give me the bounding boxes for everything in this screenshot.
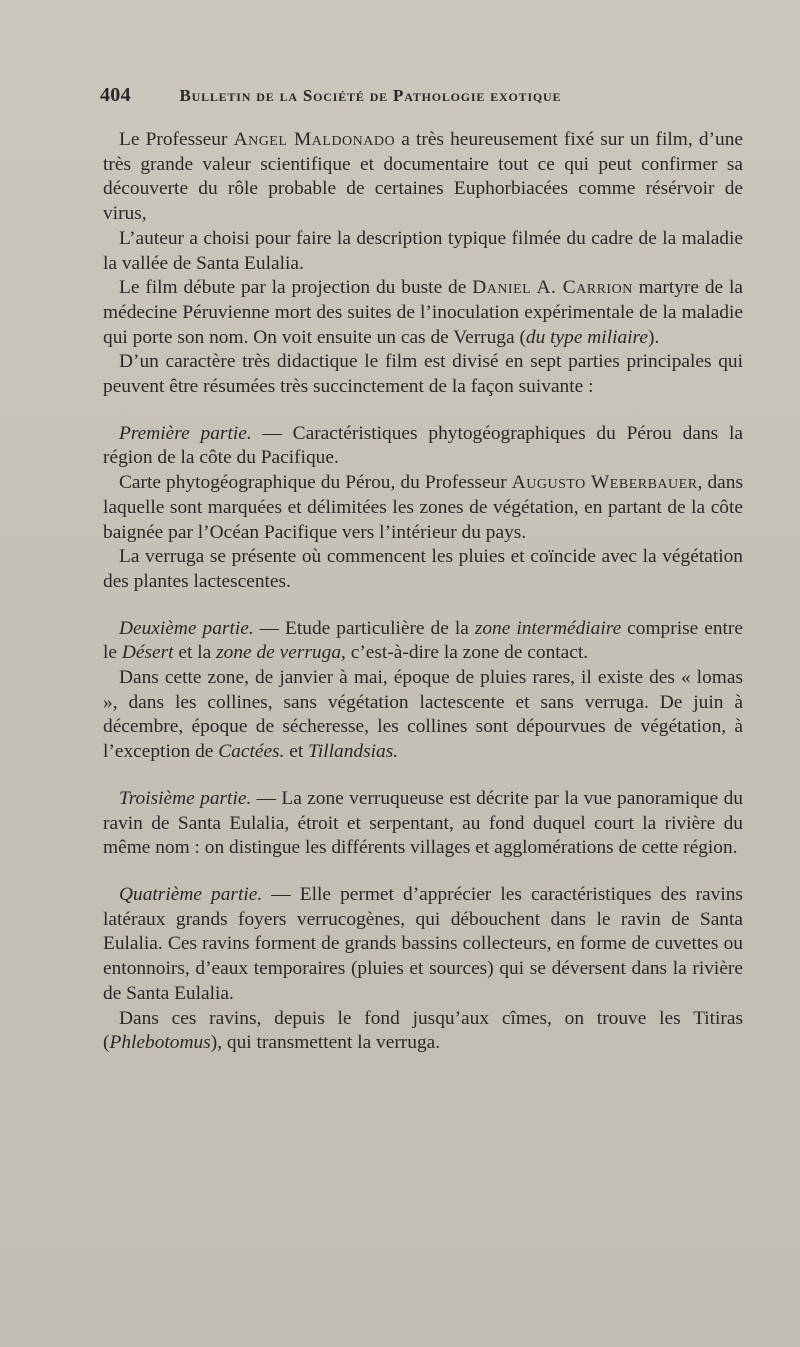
text-run: — Elle permet d’apprécier les caractéristiques des ravins latéraux grands foyers verrucogènes, qui débouchent dans le ravin de Santa Eulalia. Ces ravins forment de grands bassins collecteurs, en forme de cuvettes ou entonnoirs, d’eaux temporaires (pluies et sources) qui se déversent dans la rivière de Santa Eulalia. — [103, 883, 743, 1004]
paragraph — [103, 617, 743, 666]
text-run: , dans laquelle sont marquées et délimitées les zones de végétation, en partant de la côte baignée par l’Océan Pacifique vers l’intérieur du pays. — [103, 472, 743, 543]
text-run: Dans cette zone, de janvier à mai, époque de pluies rares, il existe des « lomas », dans les collines, sans végétation lactescente et sans verruga. De juin à décembre, époque de sécheresse, les collines sont dépourvues de végétation, à l’exception de — [103, 667, 743, 763]
italic-text: du type miliaire — [525, 326, 648, 348]
italic-text: Tillandsias. — [308, 741, 399, 763]
text-run: La verruga se présente où commencent les pluies et coïncide avec la végétation des plantes lactescentes. — [103, 546, 743, 592]
paragraph — [103, 128, 743, 227]
page-header — [100, 84, 660, 107]
text-run: comprise entre le — [103, 617, 743, 664]
text-run: Carte phytogéographique du Pérou, du Professeur — [119, 472, 512, 494]
text-run: et — [284, 741, 309, 763]
paragraph — [103, 1007, 743, 1056]
italic-text: Désert — [121, 642, 174, 664]
paragraph — [103, 545, 743, 594]
text-run: et la — [173, 642, 217, 664]
text-run: ), qui transmettent la verruga. — [210, 1032, 441, 1054]
text-run: Le Professeur — [119, 129, 234, 150]
italic-text: zone intermédiaire — [474, 617, 622, 639]
small-caps-name: Angel Maldonado — [233, 129, 396, 150]
body-text — [103, 128, 743, 1056]
paragraph — [103, 883, 743, 1007]
running-head: Bulletin de la Société de Pathologie exotique — [179, 86, 562, 105]
text-run: martyre de la médecine Péruvienne mort des suites de l’inoculation expérimentale de la maladie qui porte son nom. On voit ensuite un cas de Verruga ( — [103, 277, 743, 348]
text-run: Dans ces ravins, depuis le fond jusqu’aux cîmes, on trouve les Titiras ( — [103, 1007, 743, 1054]
paragraph — [103, 787, 743, 861]
text-run: — La zone verruqueuse est décrite par la vue panoramique du ravin de Santa Eulalia, étroit et serpentant, au fond duquel court la rivière du même nom : on distingue les différents villages et agglomérations de cette région. — [103, 787, 743, 859]
text-run: , c’est-à-dire la zone de contact. — [341, 642, 589, 664]
paragraph — [103, 471, 743, 545]
italic-text: zone de verruga — [216, 642, 342, 664]
text-run: — Etude particulière de la — [253, 617, 475, 639]
italic-text: Troisième partie. — [119, 787, 252, 809]
paragraph — [103, 422, 743, 471]
text-run: — Caractéristiques phytogéographiques du Pérou dans la région de la côte du Pacifique. — [103, 422, 743, 469]
italic-text: Deuxième partie. — [119, 617, 254, 639]
text-run: L’auteur a choisi pour faire la description typique filmée du cadre de la maladie la vallée de Santa Eulalia. — [103, 227, 743, 274]
italic-text: Cactées. — [218, 741, 285, 763]
paragraph — [103, 666, 743, 765]
paragraph — [103, 276, 743, 350]
italic-text: Première partie. — [119, 422, 252, 444]
italic-text: Phlebotomus — [109, 1032, 211, 1054]
text-run: ). — [647, 326, 660, 348]
text-run: a très heureusement fixé sur un film, d’une très grande valeur scientifique et documentaire tout ce qui peut confirmer sa découverte du rôle probable de certaines Euphorbiacées comme résérvoir de virus, — [103, 129, 743, 225]
paragraph — [103, 227, 743, 276]
page-number: 404 — [100, 84, 131, 106]
paragraph — [103, 350, 743, 399]
text-run: D’un caractère très didactique le film est divisé en sept parties principales qui peuvent être résumées très succinctement de la façon suivante : — [103, 351, 743, 398]
small-caps-name: Daniel A. Carrion — [472, 277, 633, 299]
small-caps-name: Augusto Weberbauer — [511, 472, 698, 494]
text-run: Le film débute par la projection du buste de — [119, 277, 473, 299]
italic-text: Quatrième partie. — [119, 883, 263, 905]
